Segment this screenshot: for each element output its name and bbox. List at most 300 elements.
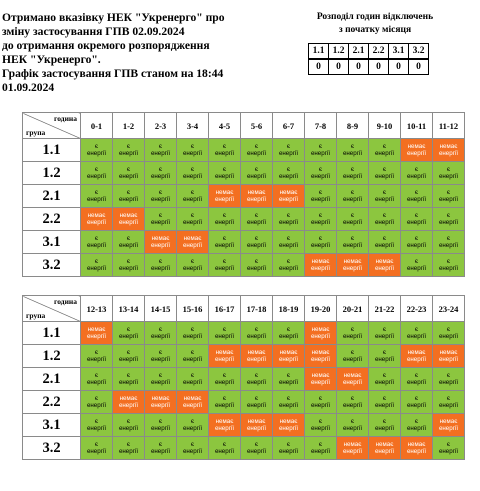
cell-text: енергії [182,379,203,386]
cell-text: енергії [118,402,139,409]
cell-text: енергії [246,448,267,455]
cell-text: енергії [342,448,363,455]
power-off-cell [81,322,113,345]
cell-text: немає [215,349,234,356]
power-on-cell [337,208,369,231]
hour-header: 3-4 [177,113,209,139]
cell-text: є [446,395,451,402]
cell-text: є [190,212,195,219]
group-row [23,368,465,391]
cell-text: немає [279,418,298,425]
cell-text: енергії [246,242,267,249]
hour-header: 11-12 [433,113,465,139]
power-on-cell [369,322,401,345]
cell-text: немає [311,372,330,379]
cell-text: є [382,235,387,242]
corner-hours-label: година [54,114,77,123]
group-row [23,254,465,277]
hour-header: 13-14 [113,296,145,322]
cell-text: є [286,258,291,265]
power-off-cell [433,139,465,162]
cell-text: енергії [438,196,459,203]
power-on-cell [241,322,273,345]
cell-text: є [94,349,99,356]
power-off-cell [241,414,273,437]
cell-text: є [158,166,163,173]
power-on-cell [241,368,273,391]
hour-header: 1-2 [113,113,145,139]
power-on-cell [177,208,209,231]
power-on-cell [113,185,145,208]
power-on-cell [209,437,241,460]
cell-text: є [254,166,259,173]
cell-text: немає [375,441,394,448]
summary-value: 0 [409,59,429,75]
group-label: 1.2 [23,162,81,185]
cell-text: енергії [310,219,331,226]
corner-group-label: група [26,128,46,137]
cell-text: енергії [278,379,299,386]
cell-text: є [94,395,99,402]
group-row [23,139,465,162]
cell-text: є [126,441,131,448]
cell-text: є [414,326,419,333]
cell-text: енергії [406,150,427,157]
power-off-cell [337,368,369,391]
cell-text: енергії [342,196,363,203]
cell-text: енергії [246,173,267,180]
power-on-cell [337,139,369,162]
cell-text: є [94,372,99,379]
power-on-cell [177,139,209,162]
hour-header: 10-11 [401,113,433,139]
power-on-cell [113,139,145,162]
cell-text: енергії [86,242,107,249]
power-on-cell [81,185,113,208]
power-on-cell [305,414,337,437]
cell-text: енергії [182,196,203,203]
cell-text: енергії [342,242,363,249]
summary-value: 0 [329,59,349,75]
power-on-cell [273,322,305,345]
cell-text: немає [247,418,266,425]
power-on-cell [305,437,337,460]
power-off-cell [305,254,337,277]
power-off-cell [177,391,209,414]
power-on-cell [369,345,401,368]
power-off-cell [241,185,273,208]
power-off-cell [433,345,465,368]
cell-text: енергії [246,402,267,409]
cell-text: енергії [182,356,203,363]
cell-text: є [414,189,419,196]
power-on-cell [113,345,145,368]
power-on-cell [433,208,465,231]
power-on-cell [113,231,145,254]
cell-text: є [222,166,227,173]
cell-text: енергії [246,265,267,272]
hour-header: 22-23 [401,296,433,322]
power-on-cell [241,162,273,185]
cell-text: є [254,235,259,242]
hour-header: 9-10 [369,113,401,139]
power-on-cell [337,322,369,345]
cell-text: є [190,441,195,448]
cell-text: немає [439,349,458,356]
power-off-cell [177,231,209,254]
power-on-cell [145,208,177,231]
cell-text: є [94,235,99,242]
cell-text: енергії [374,150,395,157]
power-on-cell [209,231,241,254]
cell-text: є [350,166,355,173]
cell-text: є [350,326,355,333]
summary-group: 2.2 [369,44,389,60]
power-on-cell [273,368,305,391]
power-off-cell [337,254,369,277]
power-on-cell [113,414,145,437]
cell-text: є [286,372,291,379]
hour-header: 5-6 [241,113,273,139]
cell-text: є [286,235,291,242]
power-off-cell [145,231,177,254]
summary-groups-row [309,44,429,60]
power-on-cell [337,231,369,254]
power-off-cell [273,414,305,437]
cell-text: енергії [118,425,139,432]
cell-text: енергії [374,265,395,272]
group-label: 3.1 [23,231,81,254]
cell-text: немає [343,441,362,448]
cell-text: енергії [438,150,459,157]
cell-text: немає [279,189,298,196]
cell-text: є [382,166,387,173]
power-off-cell [401,437,433,460]
cell-text: енергії [406,265,427,272]
cell-text: є [446,441,451,448]
cell-text: є [382,189,387,196]
power-off-cell [369,254,401,277]
group-label: 1.2 [23,345,81,368]
power-on-cell [433,391,465,414]
cell-text: є [254,441,259,448]
power-on-cell [305,139,337,162]
cell-text: є [190,143,195,150]
notice-text [2,11,270,95]
cell-text: енергії [278,402,299,409]
cell-text: енергії [118,173,139,180]
cell-text: немає [311,258,330,265]
power-off-cell [401,345,433,368]
group-row [23,345,465,368]
cell-text: є [126,418,131,425]
power-on-cell [145,254,177,277]
power-on-cell [401,414,433,437]
cell-text: енергії [150,173,171,180]
cell-text: енергії [182,173,203,180]
cell-text: енергії [342,402,363,409]
hour-header: 15-16 [177,296,209,322]
group-label: 1.1 [23,139,81,162]
cell-text: енергії [342,150,363,157]
group-label: 2.2 [23,208,81,231]
cell-text: є [382,395,387,402]
cell-text: є [94,441,99,448]
power-on-cell [401,254,433,277]
hour-header: 6-7 [273,113,305,139]
cell-text: енергії [406,379,427,386]
cell-text: немає [279,349,298,356]
cell-text: є [222,212,227,219]
power-on-cell [145,437,177,460]
notice-line: зміну застосування ГПВ 02.09.2024 [2,25,185,38]
corner-header [23,296,81,322]
cell-text: є [350,143,355,150]
cell-text: енергії [278,196,299,203]
power-on-cell [145,322,177,345]
cell-text: енергії [438,425,459,432]
cell-text: енергії [278,219,299,226]
power-on-cell [145,345,177,368]
corner-header [23,113,81,139]
hour-header: 0-1 [81,113,113,139]
power-on-cell [113,368,145,391]
cell-text: енергії [310,173,331,180]
cell-text: немає [311,326,330,333]
cell-text: енергії [374,173,395,180]
cell-text: енергії [86,173,107,180]
power-on-cell [369,139,401,162]
cell-text: є [126,326,131,333]
cell-text: енергії [182,150,203,157]
cell-text: є [158,418,163,425]
cell-text: енергії [406,402,427,409]
cell-text: енергії [150,242,171,249]
cell-text: є [382,418,387,425]
cell-text: є [222,395,227,402]
cell-text: енергії [438,448,459,455]
cell-text: енергії [246,356,267,363]
cell-text: енергії [150,448,171,455]
hour-header: 16-17 [209,296,241,322]
schedule-table-evening [22,295,465,460]
cell-text: є [158,143,163,150]
cell-text: немає [375,258,394,265]
cell-text: енергії [278,356,299,363]
cell-text: є [414,372,419,379]
cell-text: енергії [406,356,427,363]
cell-text: немає [343,258,362,265]
notice-line: 01.09.2024 [2,81,55,94]
power-on-cell [401,185,433,208]
group-row [23,322,465,345]
power-on-cell [369,162,401,185]
cell-text: енергії [150,150,171,157]
cell-text: енергії [438,333,459,340]
cell-text: енергії [438,402,459,409]
notice-line: НЕК "Укренерго". [2,53,101,66]
summary-value: 0 [309,59,329,75]
cell-text: енергії [86,356,107,363]
summary-group: 3.1 [389,44,409,60]
notice-line: Графік застосування ГПВ станом на 18:44 [2,67,224,80]
power-on-cell [241,391,273,414]
group-row [23,391,465,414]
power-on-cell [273,254,305,277]
cell-text: є [222,143,227,150]
cell-text: є [446,212,451,219]
summary-group: 3.2 [409,44,429,60]
power-on-cell [337,345,369,368]
power-off-cell [305,345,337,368]
cell-text: енергії [182,425,203,432]
power-on-cell [337,162,369,185]
power-on-cell [401,208,433,231]
cell-text: енергії [342,379,363,386]
cell-text: є [158,372,163,379]
power-on-cell [401,368,433,391]
cell-text: енергії [214,265,235,272]
cell-text: є [350,349,355,356]
cell-text: є [94,189,99,196]
cell-text: енергії [342,333,363,340]
power-on-cell [81,391,113,414]
power-on-cell [369,391,401,414]
power-on-cell [273,162,305,185]
cell-text: немає [343,372,362,379]
cell-text: енергії [214,196,235,203]
cell-text: немає [87,212,106,219]
cell-text: є [350,395,355,402]
cell-text: енергії [406,242,427,249]
cell-text: енергії [182,242,203,249]
cell-text: є [382,349,387,356]
cell-text: енергії [118,265,139,272]
power-off-cell [241,345,273,368]
cell-text: енергії [374,379,395,386]
power-on-cell [433,254,465,277]
cell-text: енергії [246,425,267,432]
cell-text: є [382,326,387,333]
cell-text: енергії [150,333,171,340]
cell-text: енергії [214,242,235,249]
power-on-cell [81,368,113,391]
group-label: 2.1 [23,185,81,208]
power-on-cell [81,139,113,162]
cell-text: енергії [150,356,171,363]
cell-text: енергії [438,173,459,180]
summary-group: 1.1 [309,44,329,60]
power-on-cell [241,231,273,254]
cell-text: енергії [310,425,331,432]
group-label: 2.2 [23,391,81,414]
cell-text: енергії [278,242,299,249]
cell-text: є [94,258,99,265]
power-on-cell [369,208,401,231]
cell-text: енергії [310,448,331,455]
cell-text: немає [215,189,234,196]
cell-text: енергії [374,242,395,249]
cell-text: є [222,258,227,265]
cell-text: є [446,326,451,333]
cell-text: немає [439,143,458,150]
power-off-cell [433,414,465,437]
cell-text: немає [407,349,426,356]
cell-text: немає [119,395,138,402]
cell-text: є [94,418,99,425]
cell-text: є [158,189,163,196]
power-off-cell [337,437,369,460]
cell-text: є [254,395,259,402]
group-label: 2.1 [23,368,81,391]
power-on-cell [209,322,241,345]
hours-header-row [23,296,465,322]
cell-text: енергії [438,379,459,386]
cell-text: є [190,258,195,265]
power-off-cell [113,208,145,231]
cell-text: енергії [182,219,203,226]
cell-text: енергії [406,425,427,432]
power-off-cell [305,368,337,391]
cell-text: енергії [214,333,235,340]
summary-values-row [309,59,429,75]
cell-text: енергії [150,379,171,386]
cell-text: є [414,235,419,242]
power-on-cell [113,437,145,460]
cell-text: є [222,235,227,242]
cell-text: енергії [342,173,363,180]
power-on-cell [145,139,177,162]
group-label: 3.2 [23,437,81,460]
cell-text: є [222,326,227,333]
power-on-cell [401,162,433,185]
cell-text: є [286,326,291,333]
cell-text: немає [183,235,202,242]
cell-text: є [126,372,131,379]
cell-text: є [382,143,387,150]
power-on-cell [177,414,209,437]
cell-text: є [126,258,131,265]
hour-header: 23-24 [433,296,465,322]
cell-text: енергії [310,333,331,340]
cell-text: енергії [86,219,107,226]
power-on-cell [209,368,241,391]
cell-text: енергії [118,196,139,203]
cell-text: є [94,166,99,173]
power-on-cell [177,185,209,208]
group-row [23,162,465,185]
cell-text: є [254,258,259,265]
power-off-cell [209,345,241,368]
cell-text: енергії [374,196,395,203]
cell-text: енергії [214,219,235,226]
power-on-cell [337,185,369,208]
cell-text: є [318,235,323,242]
power-on-cell [369,368,401,391]
cell-text: є [126,189,131,196]
hour-header: 19-20 [305,296,337,322]
cell-text: є [190,418,195,425]
cell-text: є [350,235,355,242]
cell-text: енергії [374,333,395,340]
cell-text: енергії [406,219,427,226]
cell-text: немає [247,349,266,356]
cell-text: енергії [310,379,331,386]
cell-text: енергії [278,265,299,272]
summary-value: 0 [389,59,409,75]
cell-text: енергії [150,196,171,203]
power-off-cell [273,185,305,208]
